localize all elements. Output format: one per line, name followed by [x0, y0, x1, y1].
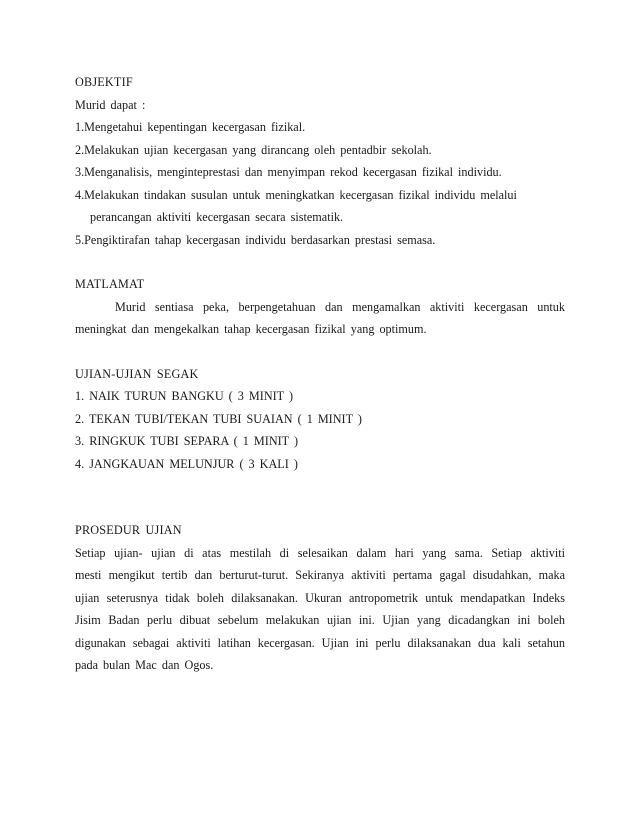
- objektif-intro: Murid dapat :: [75, 97, 146, 112]
- ujian-item: 1. NAIK TURUN BANGKU ( 3 MINIT ): [75, 389, 294, 403]
- matlamat-paragraph-line: meningkat dan mengekalkan tahap kecergasan fizikal yang optimum.: [75, 322, 427, 336]
- section-spacer: [75, 341, 565, 363]
- prosedur-paragraph-line: Jisim Badan perlu dibuat sebelum melakukan ujian ini. Ujian yang dicadangkan ini boleh: [75, 613, 565, 627]
- objektif-item: 5.Pengiktirafan tahap kecergasan individu berdasarkan prestasi semasa.: [75, 232, 436, 247]
- prosedur-paragraph-line: Setiap ujian- ujian di atas mestilah di selesaikan dalam hari yang sama. Setiap aktiviti: [75, 545, 565, 560]
- objektif-item: 4.Melakukan tindakan susulan untuk meningkatkan kecergasan fizikal individu melalui: [75, 187, 517, 202]
- objektif-section: [75, 71, 565, 251]
- objektif-heading: OBJEKTIF: [75, 75, 133, 89]
- ujian-item: 4. JANGKAUAN MELUNJUR ( 3 KALI ): [75, 456, 298, 471]
- ujian-section: [75, 363, 565, 476]
- objektif-item-continuation: perancangan aktiviti kecergasan secara sistematik.: [90, 210, 344, 224]
- prosedur-paragraph-line: mesti mengikut tertib dan berturut-turut. Sekiranya aktiviti pertama gagal disudahkan, maka: [75, 568, 565, 582]
- section-spacer: [75, 251, 565, 273]
- section-spacer: [75, 475, 565, 519]
- matlamat-heading: MATLAMAT: [75, 277, 145, 291]
- ujian-heading: UJIAN-UJIAN SEGAK: [75, 366, 199, 381]
- prosedur-paragraph-line: digunakan sebagai aktiviti latihan kecergasan. Ujian ini perlu dilaksanakan dua kali setahun: [75, 635, 565, 650]
- prosedur-paragraph-line: pada bulan Mac dan Ogos.: [75, 658, 214, 672]
- prosedur-section: [75, 519, 565, 677]
- ujian-item: 2. TEKAN TUBI/TEKAN TUBI SUAIAN ( 1 MINIT ): [75, 411, 362, 426]
- ujian-item: 3. RINGKUK TUBI SEPARA ( 1 MINIT ): [75, 434, 299, 448]
- objektif-item: 3.Menganalisis, menginteprestasi dan menyimpan rekod kecergasan fizikal individu.: [75, 165, 502, 179]
- matlamat-section: [75, 273, 565, 341]
- objektif-item: 1.Mengetahui kepentingan kecergasan fizikal.: [75, 120, 306, 134]
- prosedur-paragraph-line: ujian seterusnya tidak boleh dilaksanakan. Ukuran antropometrik untuk mendapatkan Indeks: [75, 590, 565, 605]
- prosedur-heading: PROSEDUR UJIAN: [75, 523, 182, 537]
- matlamat-paragraph-line: Murid sentiasa peka, berpengetahuan dan mengamalkan aktiviti kecergasan untuk: [115, 299, 565, 314]
- objektif-item: 2.Melakukan ujian kecergasan yang dirancang oleh pentadbir sekolah.: [75, 142, 432, 157]
- document-page: [75, 71, 565, 677]
